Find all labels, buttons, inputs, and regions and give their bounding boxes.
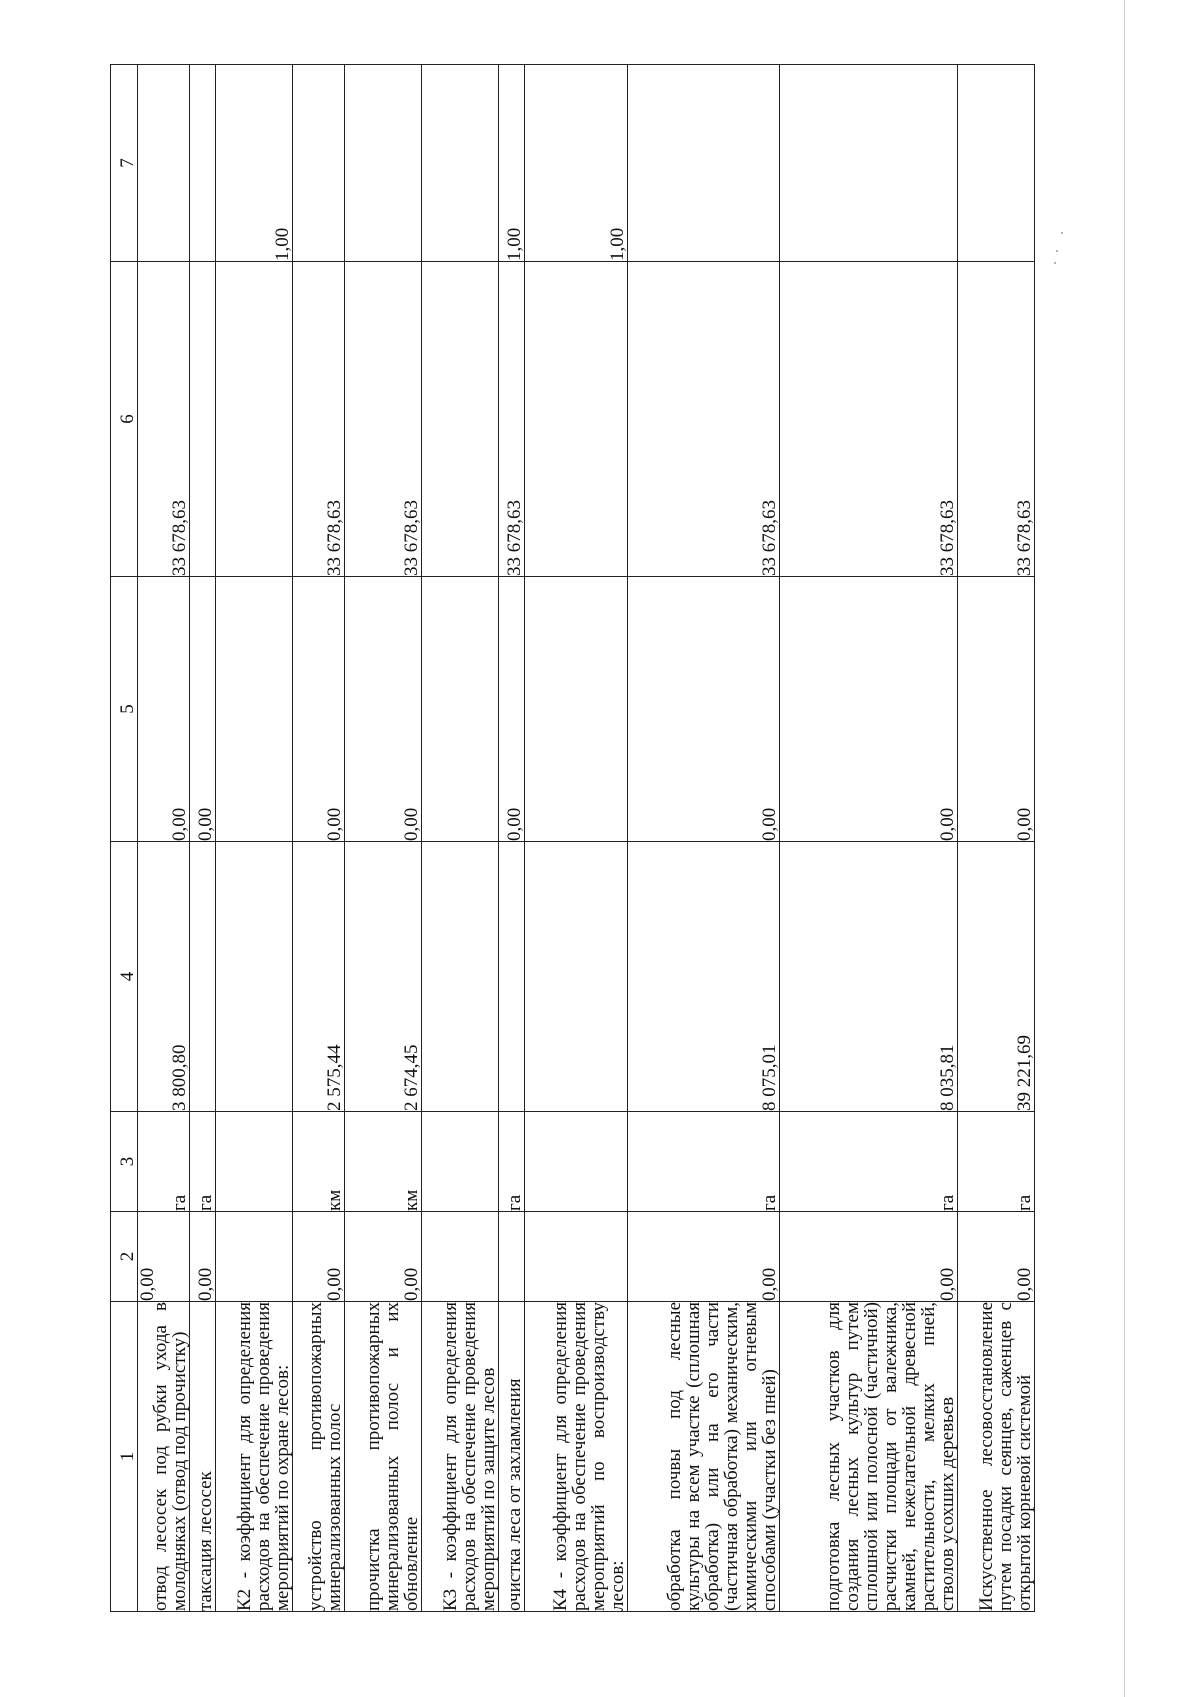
page-edge-line: [1124, 0, 1125, 1697]
cell-col5: 0,00: [189, 577, 216, 842]
cell-col2: 0,00: [293, 1212, 345, 1302]
cell-col5: [525, 577, 627, 842]
cell-col2: [498, 1212, 525, 1302]
cell-col2: 0,00: [957, 1212, 1034, 1302]
cell-col3: га: [498, 1112, 525, 1212]
cell-col3: [216, 1112, 293, 1212]
table-row: [344, 65, 421, 1612]
row-label: К3 - коэффициент для определения расходов на обеспечение проведения мероприятий по защите лесов: [421, 1302, 498, 1612]
cell-col3: га: [189, 1112, 216, 1212]
row-label: подготовка лесных участков для создания лесных культур путем сплошной или полосной (частичной) расчистки площади от валежника, камней, нежелательной древесной растительности, мелких пней, стволов усохших деревьев: [780, 1302, 958, 1612]
table-row: [293, 65, 345, 1612]
cell-col6: [189, 262, 216, 577]
cell-col5: 0,00: [627, 577, 780, 842]
table-row: [421, 65, 498, 1612]
rotated-table-wrapper: [110, 65, 1035, 1612]
cell-col7: [627, 65, 780, 262]
cell-col3: га: [627, 1112, 780, 1212]
cell-col3: км: [293, 1112, 345, 1212]
cell-col5: 0,00: [780, 577, 958, 842]
cell-col2: [421, 1212, 498, 1302]
column-header: 2: [111, 1212, 138, 1302]
cell-col4: [498, 842, 525, 1112]
row-label: К2 - коэффициент для определения расходов на обеспечение проведения мероприятий по охране лесов:: [216, 1302, 293, 1612]
cell-col7: 1,00: [525, 65, 627, 262]
table-row: [525, 65, 627, 1612]
table-row: [627, 65, 780, 1612]
row-label: таксация лесосек: [189, 1302, 216, 1612]
column-header: 1: [111, 1302, 138, 1612]
cell-col2: 0,00: [780, 1212, 958, 1302]
row-label: устройство противопожарных минерализованных полос: [293, 1302, 345, 1612]
cell-col6: 33 678,63: [293, 262, 345, 577]
row-label: Искусственное лесовосстановление путем посадки сеянцев, саженцев с открытой корневой системой: [957, 1302, 1034, 1612]
cell-col5: 0,00: [293, 577, 345, 842]
cell-col7: 1,00: [216, 65, 293, 262]
cell-col4: 8 035,81: [780, 842, 958, 1112]
cell-col5: [421, 577, 498, 842]
header-row: [111, 65, 138, 1612]
table-row: [780, 65, 958, 1612]
cell-col6: [216, 262, 293, 577]
cell-col7: [189, 65, 216, 262]
cell-col3: га: [780, 1112, 958, 1212]
cell-col5: 0,00: [498, 577, 525, 842]
cell-col6: 33 678,63: [498, 262, 525, 577]
column-header: 7: [111, 65, 138, 262]
cell-col7: [138, 65, 190, 262]
cell-col5: 0,00: [138, 577, 190, 842]
cell-col7: [780, 65, 958, 262]
cell-col4: [189, 842, 216, 1112]
table-row: [138, 65, 190, 1612]
cell-col7: [293, 65, 345, 262]
cell-col2: 0,00: [627, 1212, 780, 1302]
scan-speck: [1054, 262, 1056, 264]
cell-col3: га: [138, 1112, 190, 1212]
cell-col6: 33 678,63: [957, 262, 1034, 577]
row-label: прочистка противопожарных минерализованных полос и их обновление: [344, 1302, 421, 1612]
cell-col4: 2 575,44: [293, 842, 345, 1112]
row-label: отвод лесосек под рубки ухода в молодняках (отвод под прочистку): [138, 1302, 190, 1612]
cell-col6: 33 678,63: [627, 262, 780, 577]
row-label: обработка почвы под лесные культуры на всем участке (сплошная обработка) или на его части (частичная обработка) механическим, химическими или огневым способами (участки без пней): [627, 1302, 780, 1612]
table-row: [498, 65, 525, 1612]
column-header: 5: [111, 577, 138, 842]
table-row: [957, 65, 1034, 1612]
scan-speck: [1061, 232, 1063, 234]
cell-col6: [421, 262, 498, 577]
cell-col3: [421, 1112, 498, 1212]
table-row: [189, 65, 216, 1612]
cell-col5: 0,00: [957, 577, 1034, 842]
cell-col2: [216, 1212, 293, 1302]
cell-col4: 3 800,80: [138, 842, 190, 1112]
cell-col2: [525, 1212, 627, 1302]
cell-col3: га: [957, 1112, 1034, 1212]
cell-col2: 0,00: [138, 1212, 190, 1302]
cell-col3: [525, 1112, 627, 1212]
cell-col6: 33 678,63: [138, 262, 190, 577]
cell-col4: 2 674,45: [344, 842, 421, 1112]
cell-col7: [957, 65, 1034, 262]
cell-col4: [216, 842, 293, 1112]
cell-col4: [525, 842, 627, 1112]
cell-col4: [421, 842, 498, 1112]
cell-col2: 0,00: [189, 1212, 216, 1302]
cell-col6: 33 678,63: [780, 262, 958, 577]
cell-col4: 8 075,01: [627, 842, 780, 1112]
table-row: [216, 65, 293, 1612]
cell-col3: км: [344, 1112, 421, 1212]
column-header: 6: [111, 262, 138, 577]
row-label: очистка леса от захламления: [498, 1302, 525, 1612]
cell-col2: 0,00: [344, 1212, 421, 1302]
cell-col7: [344, 65, 421, 262]
scan-speck: [1056, 250, 1058, 252]
cell-col5: 0,00: [344, 577, 421, 842]
cell-col7: [421, 65, 498, 262]
cell-col6: [525, 262, 627, 577]
cell-col4: 39 221,69: [957, 842, 1034, 1112]
column-header: 3: [111, 1112, 138, 1212]
cost-table: [110, 64, 1035, 1612]
cell-col6: 33 678,63: [344, 262, 421, 577]
column-header: 4: [111, 842, 138, 1112]
row-label: К4 - коэффициент для определения расходов на обеспечение проведения мероприятий по воспроизводству лесов:: [525, 1302, 627, 1612]
cell-col5: [216, 577, 293, 842]
cell-col7: 1,00: [498, 65, 525, 262]
